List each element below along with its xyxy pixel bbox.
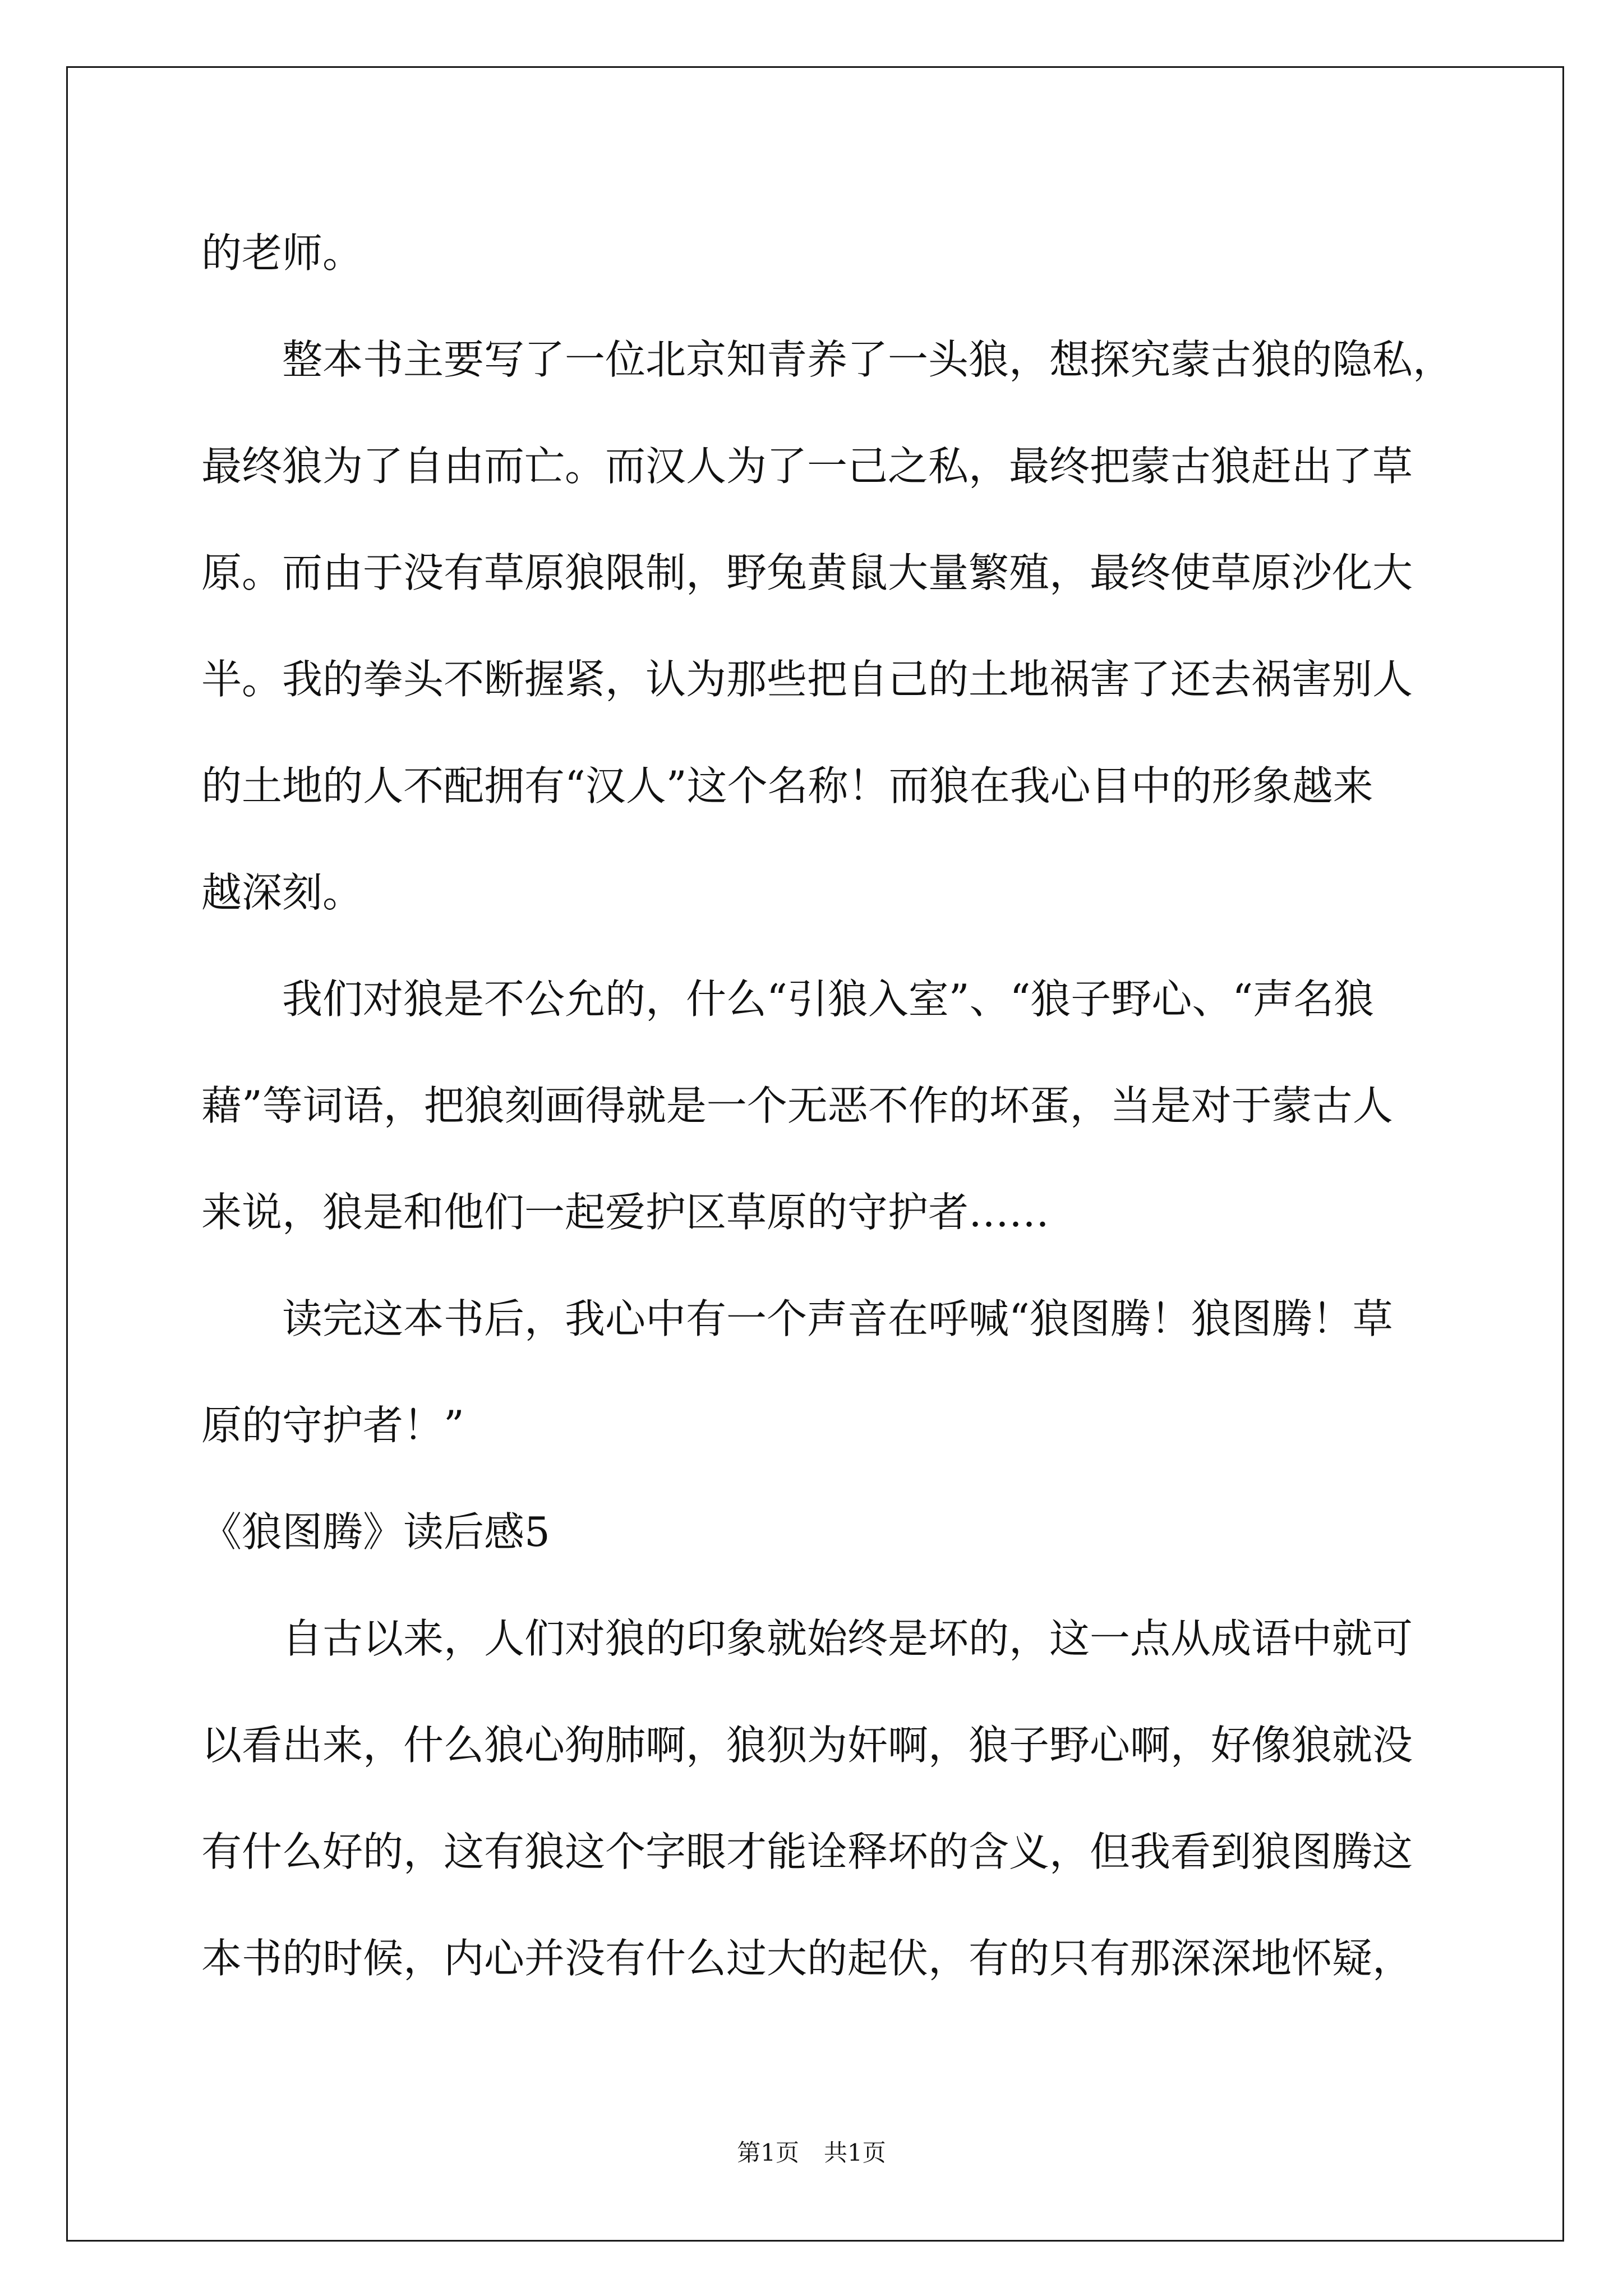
paragraph xyxy=(201,1585,1536,2012)
text-line: 越深刻。 xyxy=(201,869,363,916)
section-heading: 《狼图腾》读后感5 xyxy=(201,1508,550,1556)
paragraph xyxy=(201,1266,1536,1479)
text-line: 来说，狼是和他们一起爱护区草原的守护者…… xyxy=(201,1189,1050,1236)
text-line: 的土地的人不配拥有“汉人”这个名称！而狼在我心目中的形象越来 xyxy=(201,762,1373,809)
text-line: 自古以来，人们对狼的印象就始终是坏的，这一点从成语中就可 xyxy=(282,1615,1413,1662)
text-line: 读完这本书后，我心中有一个声音在呼喊“狼图腾！狼图腾！草 xyxy=(282,1295,1393,1342)
text-line: 原。而由于没有草原狼限制，野兔黄鼠大量繁殖，最终使草原沙化大 xyxy=(201,549,1413,596)
page-footer xyxy=(0,2138,1623,2168)
text-line: 本书的时候，内心并没有什么过大的起伏，有的只有那深深地怀疑， xyxy=(201,1935,1413,1982)
paragraph xyxy=(201,946,1536,1266)
paragraph xyxy=(201,306,1536,946)
text-line: 最终狼为了自由而亡。而汉人为了一己之私，最终把蒙古狼赶出了草 xyxy=(201,443,1413,490)
text-line: 有什么好的，这有狼这个字眼才能诠释坏的含义，但我看到狼图腾这 xyxy=(201,1828,1413,1875)
text-line: 半。我的拳头不断握紧，认为那些把自己的土地祸害了还去祸害别人 xyxy=(201,656,1413,703)
page-count: 共1页 xyxy=(824,2139,886,2166)
text-line: 我们对狼是不公允的，什么“引狼入室”、“狼子野心、“声名狼 xyxy=(282,976,1375,1023)
text-line: 整本书主要写了一位北京知青养了一头狼，想探究蒙古狼的隐私， xyxy=(282,336,1454,383)
text-line: 藉”等词语，把狼刻画得就是一个无恶不作的坏蛋，当是对于蒙古人 xyxy=(201,1082,1393,1129)
text-line: 原的守护者！” xyxy=(201,1402,464,1449)
continued-paragraph xyxy=(201,200,1536,306)
text-line: 的老师。 xyxy=(201,229,363,277)
page-number: 第1页 xyxy=(737,2139,799,2166)
text-line: 以看出来，什么狼心狗肺啊，狼狈为奸啊，狼子野心啊，好像狼就没 xyxy=(201,1722,1413,1769)
document-body xyxy=(201,200,1536,2012)
